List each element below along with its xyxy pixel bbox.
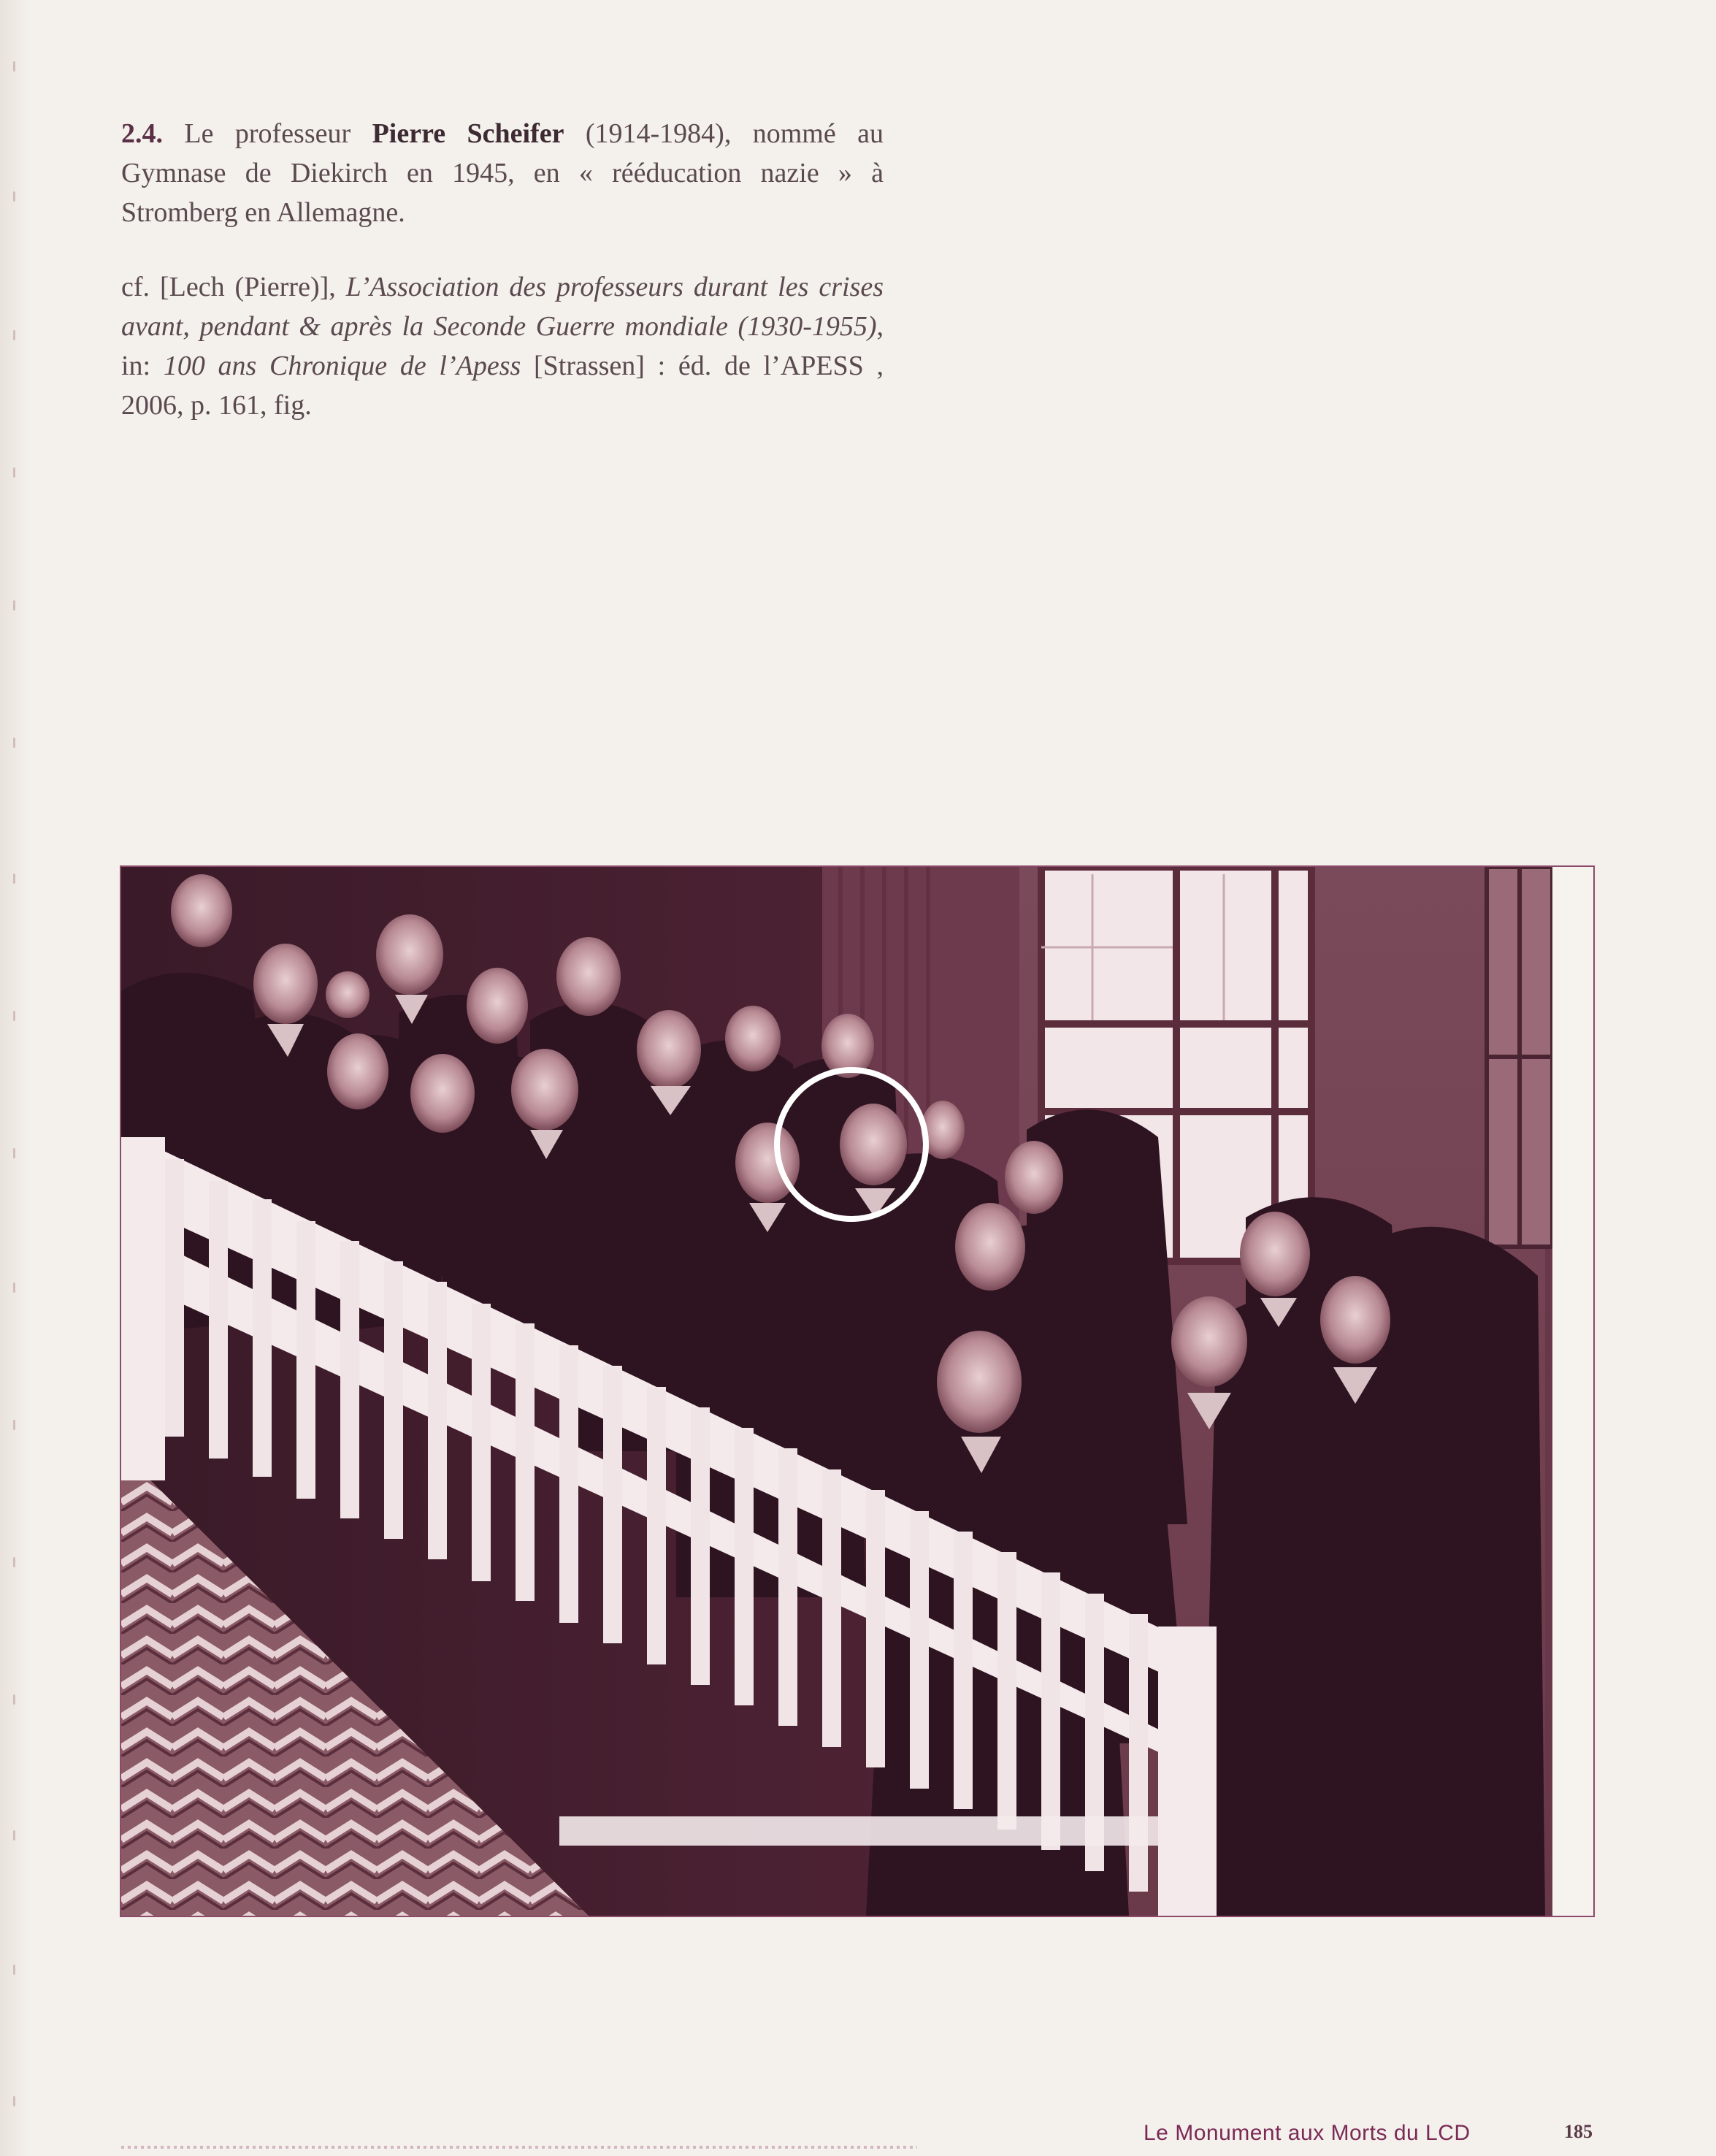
photograph-image (121, 867, 1593, 1916)
gutter-mark (13, 1830, 15, 1840)
gutter-mark (13, 1282, 15, 1293)
person-name: Pierre Scheifer (372, 118, 564, 149)
caption-text (121, 114, 884, 232)
group-photograph (120, 865, 1595, 1917)
side-window (1487, 867, 1552, 1247)
bibliographic-reference (121, 267, 884, 425)
gutter-mark (13, 600, 15, 611)
gutter-mark (13, 330, 15, 340)
gutter-mark (13, 2096, 15, 2106)
gutter-mark (13, 61, 15, 72)
reference-suffix: [Strassen] : éd. de l’APESS , 2006, p. 161, fig. (121, 351, 884, 421)
reference-title: L’Association des professeurs durant les crises avant, pendant & après la Seconde Guerre mondiale (1930-1955) (121, 272, 884, 342)
gutter-mark (13, 1011, 15, 1021)
reference-source: 100 ans Chronique de l’Apess (163, 351, 521, 381)
figure-number: 2.4. (121, 118, 163, 149)
gutter-mark (13, 467, 15, 478)
footer-rule (121, 2146, 917, 2149)
gutter-mark (13, 1148, 15, 1158)
gutter-mark (13, 1965, 15, 1975)
page-gutter (0, 0, 29, 2156)
reference-mid: , in: (121, 311, 884, 381)
gutter-mark (13, 1694, 15, 1705)
page-number: 185 (1564, 2121, 1593, 2142)
figure-caption (121, 114, 884, 425)
gutter-mark (13, 738, 15, 748)
gutter-mark (13, 1420, 15, 1430)
running-title: Le Monument aux Morts du LCD (1144, 2121, 1471, 2145)
gutter-mark (13, 191, 15, 202)
caption-lead: Le professeur (163, 118, 372, 149)
gutter-mark (13, 1557, 15, 1567)
photo-margin (1552, 867, 1593, 1916)
gutter-mark (13, 874, 15, 884)
caption-body: (1914-1984), nommé au Gymnase de Diekirch en 1945, en « rééducation nazie » à Stromberg en Allemagne. (121, 118, 884, 228)
reference-prefix: cf. [Lech (Pierre)], (121, 272, 346, 302)
